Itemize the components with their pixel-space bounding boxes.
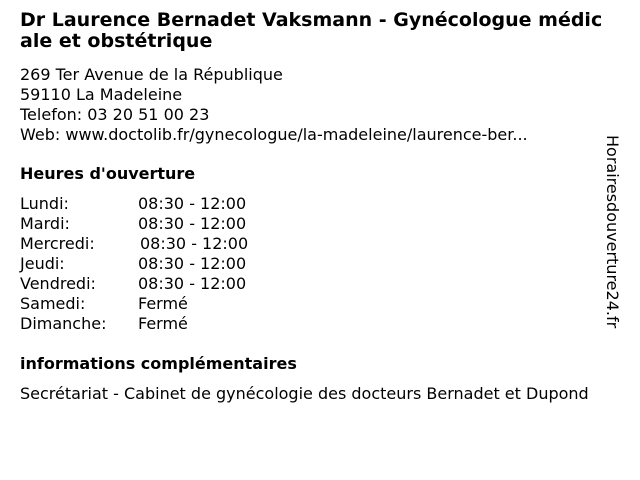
phone-number: Telefon: 03 20 51 00 23 [20, 105, 210, 124]
site-watermark: Horairesdouverture24.fr [603, 135, 622, 329]
website-link[interactable]: Web: www.doctolib.fr/gynecologue/la-madeleine/laurence-ber... [20, 125, 528, 144]
day-hours: 08:30 - 12:00 [138, 254, 247, 273]
day-label: Samedi: [20, 294, 86, 313]
opening-hours-heading: Heures d'ouverture [20, 164, 196, 183]
day-label: Mardi: [20, 214, 70, 233]
address-block [20, 65, 610, 145]
day-label: Mercredi: [20, 234, 95, 253]
day-hours: 08:30 - 12:00 [138, 214, 247, 233]
additional-info-heading: informations complémentaires [20, 354, 297, 373]
page-title: Dr Laurence Bernadet Vaksmann - Gynécologue médicale et obstétrique [20, 9, 603, 52]
city-postcode: 59110 La Madeleine [20, 85, 183, 104]
day-label: Dimanche: [20, 314, 107, 333]
day-hours: 08:30 - 12:00 [138, 194, 247, 213]
day-hours: 08:30 - 12:00 [138, 274, 247, 293]
day-hours: Fermé [138, 294, 188, 313]
day-label: Lundi: [20, 194, 69, 213]
day-label: Jeudi: [20, 254, 65, 273]
day-label: Vendredi: [20, 274, 96, 293]
additional-info-text: Secrétariat - Cabinet de gynécologie des docteurs Bernadet et Dupond [20, 384, 589, 403]
street-address: 269 Ter Avenue de la République [20, 65, 283, 84]
day-hours: Fermé [138, 314, 188, 333]
day-hours: 08:30 - 12:00 [140, 234, 249, 253]
